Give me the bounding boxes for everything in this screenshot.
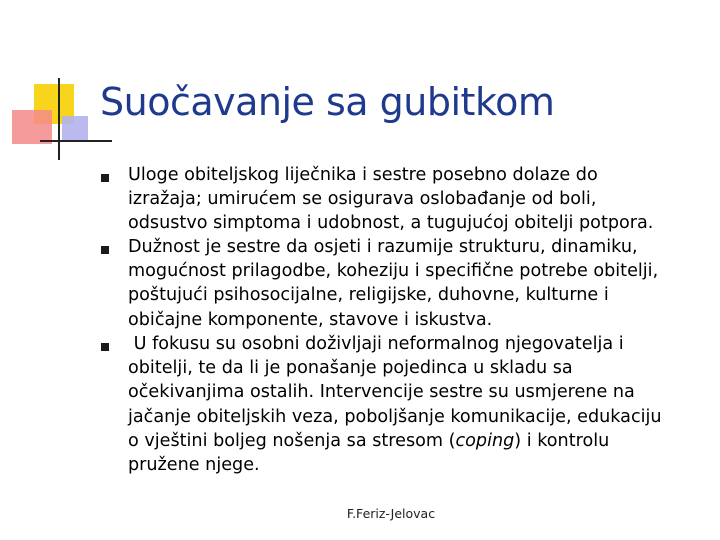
bullet-2-line-1: Dužnost je sestre da osjeti i razumije strukturu, dinamiku, [128,237,638,257]
bullet-item-3 [128,332,703,477]
red-square [12,110,52,144]
bullet-3-line-3: očekivanjima ostalih. Intervencije sestre su usmjerene na [128,382,635,403]
bullet-marker [101,246,109,254]
bullet-item-2 [128,235,703,332]
bullet-1-line-3: odsustvo simptoma i udobnost, a tugujućoj obitelji potpora. [128,213,654,234]
bullet-3-line-5-start: o vještini boljeg nošenja sa stresom ( [128,430,456,451]
bullet-3-italic-term: coping [455,430,515,451]
bullet-1-line-1: Uloge obiteljskog liječnika i sestre posebno dolaze do [128,165,598,185]
slide-logo-decoration [0,0,100,170]
horizontal-line [40,140,112,142]
bullet-2-line-4: običajne komponente, stavove i iskustva. [128,309,493,330]
vertical-line [58,78,60,160]
bullet-3-line-2: obitelji, te da li je ponašanje pojedinca u skladu sa [128,358,573,379]
slide-title: Suočavanje sa gubitkom [100,80,555,124]
bullet-3-line-1: U fokusu su osobni doživljaji neformalnog njegovatelja i [128,334,624,354]
bullet-marker [101,174,109,182]
bullet-2-line-3: poštujući psihosocijalne, religijske, duhovne, kulturne i [128,285,609,306]
bullet-2-line-2: mogućnost prilagodbe, koheziju i specifične potrebe obitelji, [128,261,659,282]
bullet-3-line-4: jačanje obiteljskih veza, poboljšanje komunikacije, edukaciju [128,406,662,427]
slide-footer: F.Feriz-Jelovac [346,506,436,521]
bullet-1-line-2: izražaja; umirućem se osigurava oslobađanje od boli, [128,189,597,210]
bullet-3-line-6: pružene njege. [128,455,260,476]
bullet-marker [101,343,109,351]
blue-square [62,116,88,142]
bullet-3-line-5-end: ) i kontrolu [514,430,610,451]
bullet-item-1 [128,163,703,236]
bullet-3-line-5 [128,429,703,453]
